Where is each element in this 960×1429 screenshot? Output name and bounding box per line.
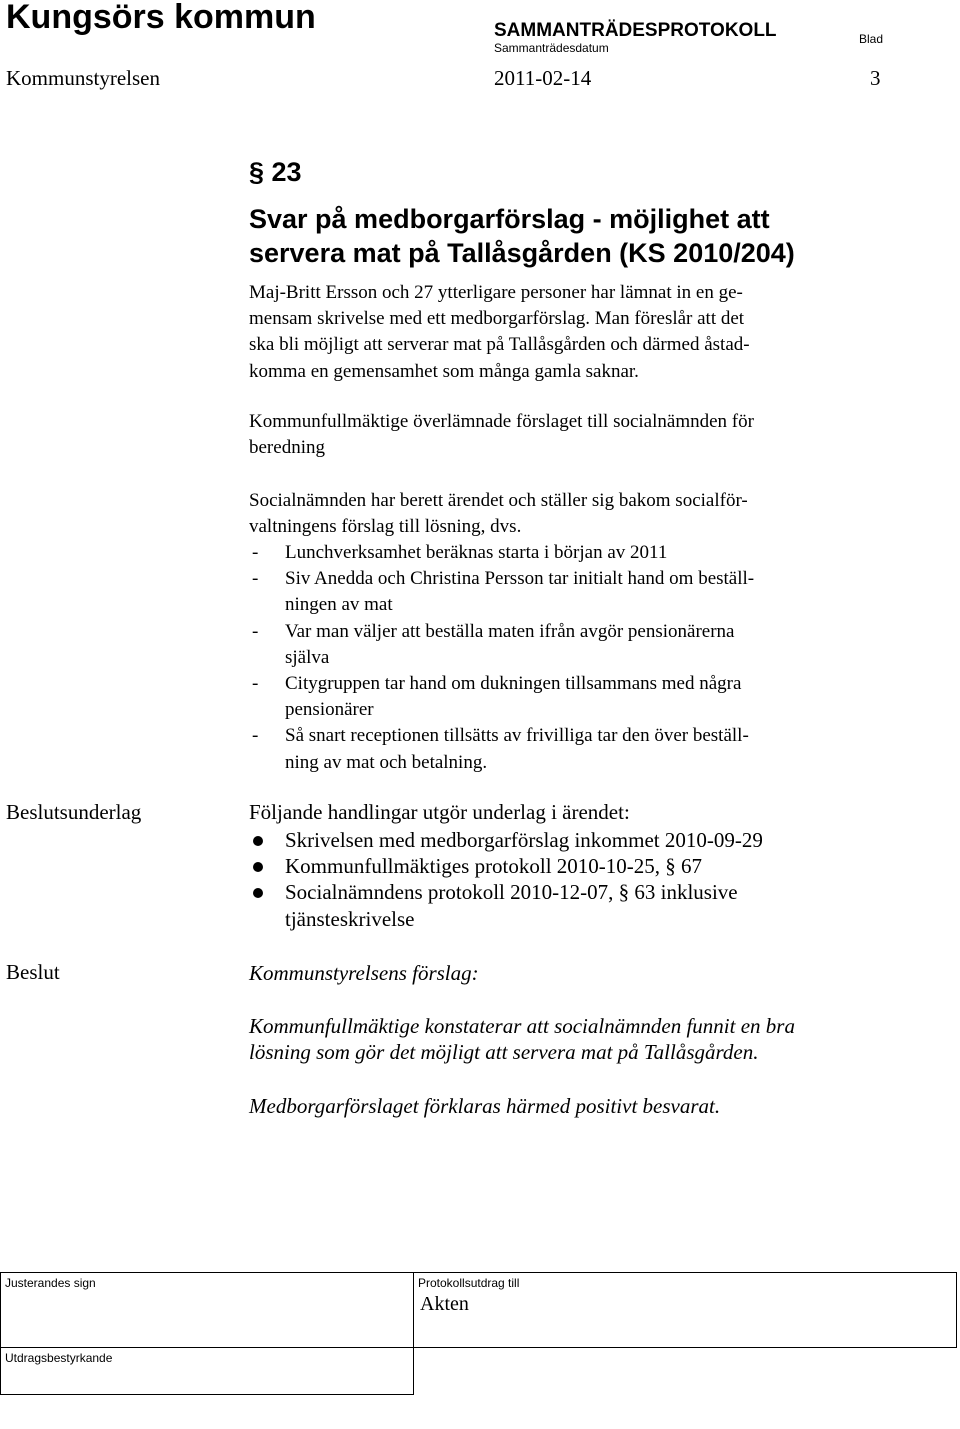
proposal-label: Kommunstyrelsens förslag: [249, 961, 479, 985]
proposal-dash-list [249, 540, 754, 776]
section-title [249, 202, 795, 270]
text-line: Kommunfullmäktige överlämnade förslaget till socialnämnden för [249, 411, 754, 432]
text-line: valtningens förslag till lösning, dvs. [249, 516, 522, 538]
text-line: lösning som gör det möjligt att servera mat på Tallåsgården. [249, 1040, 759, 1065]
text-line: själva [285, 646, 330, 668]
certified-label: Utdragsbestyrkande [5, 1351, 113, 1365]
signature-table [0, 1272, 957, 1395]
basis-intro: Följande handlingar utgör underlag i ärendet: [249, 800, 630, 824]
section-title-line: servera mat på Tallåsgården (KS 2010/204) [249, 238, 795, 268]
meeting-date: 2011-02-14 [494, 66, 592, 90]
section-number: § 23 [249, 157, 302, 187]
text-line: Socialnämndens protokoll 2010-12-07, § 63 inklusive [285, 880, 738, 905]
text-line: Socialnämnden har berett ärendet och ställer sig bakom socialför- [249, 490, 748, 511]
sign-cell [1, 1273, 414, 1348]
decision-text [249, 1013, 795, 1065]
page-label: Blad [859, 32, 884, 46]
paragraph-background [249, 280, 750, 385]
certified-cell [1, 1348, 414, 1395]
text-line: ska bli möjligt att serverar mat på Tallåsgården och därmed åstad- [249, 334, 750, 356]
text-line: - Lunchverksamhet beräknas starta i början av 2011 [285, 542, 668, 563]
paragraph-social-board [249, 488, 748, 540]
text-line: - Citygruppen tar hand om dukningen tillsammans med några [285, 673, 742, 695]
body-name: Kommunstyrelsen [6, 66, 160, 90]
page-number: 3 [870, 66, 881, 90]
list-item [249, 671, 754, 723]
basis-label: Beslutsunderlag [6, 800, 142, 824]
text-line: Kommunfullmäktige konstaterar att socialnämnden funnit en bra [249, 1014, 795, 1038]
text-line: ningen av mat [285, 594, 393, 616]
extract-cell [414, 1273, 957, 1348]
sign-label: Justerandes sign [5, 1276, 96, 1290]
list-item [249, 879, 763, 931]
basis-bullet-list [249, 827, 763, 932]
text-line: - Siv Anedda och Christina Persson tar initialt hand om beställ- [285, 568, 755, 590]
text-line: ning av mat och betalning. [285, 751, 488, 773]
list-item [249, 619, 754, 671]
decision-text-2: Medborgarförslaget förklaras härmed positivt besvarat. [249, 1094, 721, 1118]
decision-label: Beslut [6, 960, 60, 984]
list-item [249, 853, 763, 879]
text-line: Skrivelsen med medborgarförslag inkommet 2010-09-29 [285, 828, 763, 852]
text-line: pensionärer [285, 699, 374, 721]
text-line: mensam skrivelse med ett medborgarförslag. Man föreslår att det [249, 308, 745, 330]
text-line: tjänsteskrivelse [285, 906, 415, 931]
extract-value: Akten [420, 1293, 469, 1315]
section-title-line: Svar på medborgarförslag - möjlighet att [249, 204, 770, 234]
protocol-title: SAMMANTRÄDESPROTOKOLL [494, 20, 777, 41]
text-line: - Så snart receptionen tillsätts av frivilliga tar den över beställ- [285, 725, 749, 747]
text-line: beredning [249, 437, 325, 459]
list-item [249, 723, 754, 775]
municipality-name: Kungsörs kommun [6, 0, 316, 36]
paragraph-council [249, 409, 754, 461]
list-item [249, 566, 754, 618]
text-line: komma en gemensamhet som många gamla saknar. [249, 360, 639, 382]
date-label: Sammanträdesdatum [494, 41, 609, 55]
text-line: Kommunfullmäktiges protokoll 2010-10-25, § 67 [285, 854, 703, 879]
list-item [249, 827, 763, 853]
text-line: Maj-Britt Ersson och 27 ytterligare personer har lämnat in en ge- [249, 282, 743, 303]
extract-label: Protokollsutdrag till [418, 1276, 520, 1290]
list-item [249, 540, 754, 566]
text-line: - Var man väljer att beställa maten ifrån avgör pensionärerna [285, 620, 735, 642]
